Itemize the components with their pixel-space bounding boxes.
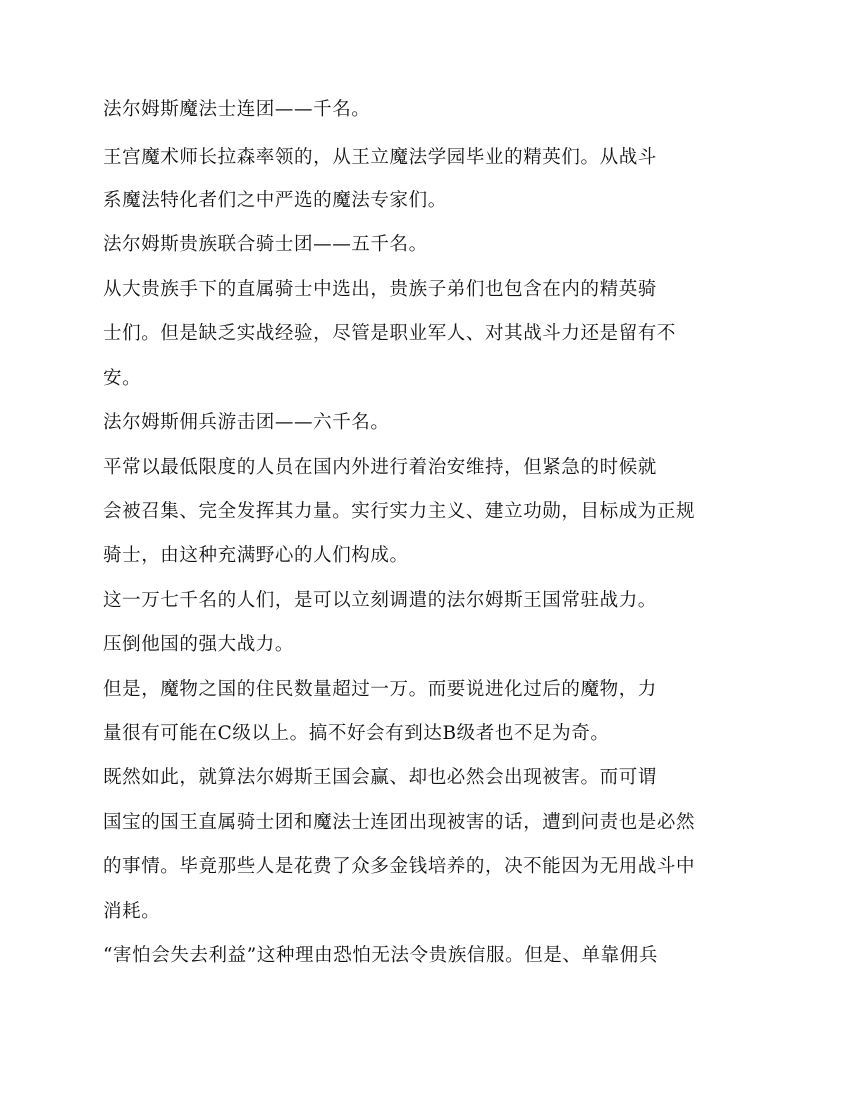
text-line: 压倒他国的强大战力。 xyxy=(103,634,295,655)
text-line: 骑士，由这种充满野心的人们构成。 xyxy=(103,545,409,566)
text-line: 平常以最低限度的人员在国内外进行着治安维持，但紧急的时候就 xyxy=(103,457,657,478)
text-line: 安。 xyxy=(103,368,142,389)
text-line: 这一万七千名的人们，是可以立刻调遣的法尔姆斯王国常驻战力。 xyxy=(103,590,657,611)
text-line: 会被召集、完全发挥其力量。实行实力主义、建立功勋，目标成为正规 xyxy=(103,501,696,522)
text-line: 王宫魔术师长拉森率领的，从王立魔法学园毕业的精英们。从战斗 xyxy=(103,147,657,168)
text-line: 法尔姆斯佣兵游击团——六千名。 xyxy=(103,412,390,433)
text-line: “害怕会失去利益”这种理由恐怕无法令贵族信服。但是、单靠佣兵 xyxy=(103,945,658,966)
text-line: 从大贵族手下的直属骑士中选出，贵族子弟们也包含在内的精英骑 xyxy=(103,279,657,300)
text-line: 士们。但是缺乏实战经验，尽管是职业军人、对其战斗力还是留有不 xyxy=(103,323,677,344)
text-line: 国宝的国王直属骑士团和魔法士连团出现被害的话，遭到问责也是必然 xyxy=(103,812,696,833)
text-line: 法尔姆斯贵族联合骑士团——五千名。 xyxy=(103,234,428,255)
text-line: 消耗。 xyxy=(103,901,161,922)
text-line: 的事情。毕竟那些人是花费了众多金钱培养的，决不能因为无用战斗中 xyxy=(103,856,696,877)
text-line: 既然如此，就算法尔姆斯王国会赢、却也必然会出现被害。而可谓 xyxy=(103,767,657,788)
text-line: 系魔法特化者们之中严选的魔法专家们。 xyxy=(103,190,447,211)
text-line: 量很有可能在C级以上。搞不好会有到达B级者也不足为奇。 xyxy=(103,723,610,744)
text-line: 但是，魔物之国的住民数量超过一万。而要说进化过后的魔物，力 xyxy=(103,679,657,700)
text-line: 法尔姆斯魔法士连团——千名。 xyxy=(103,99,371,120)
